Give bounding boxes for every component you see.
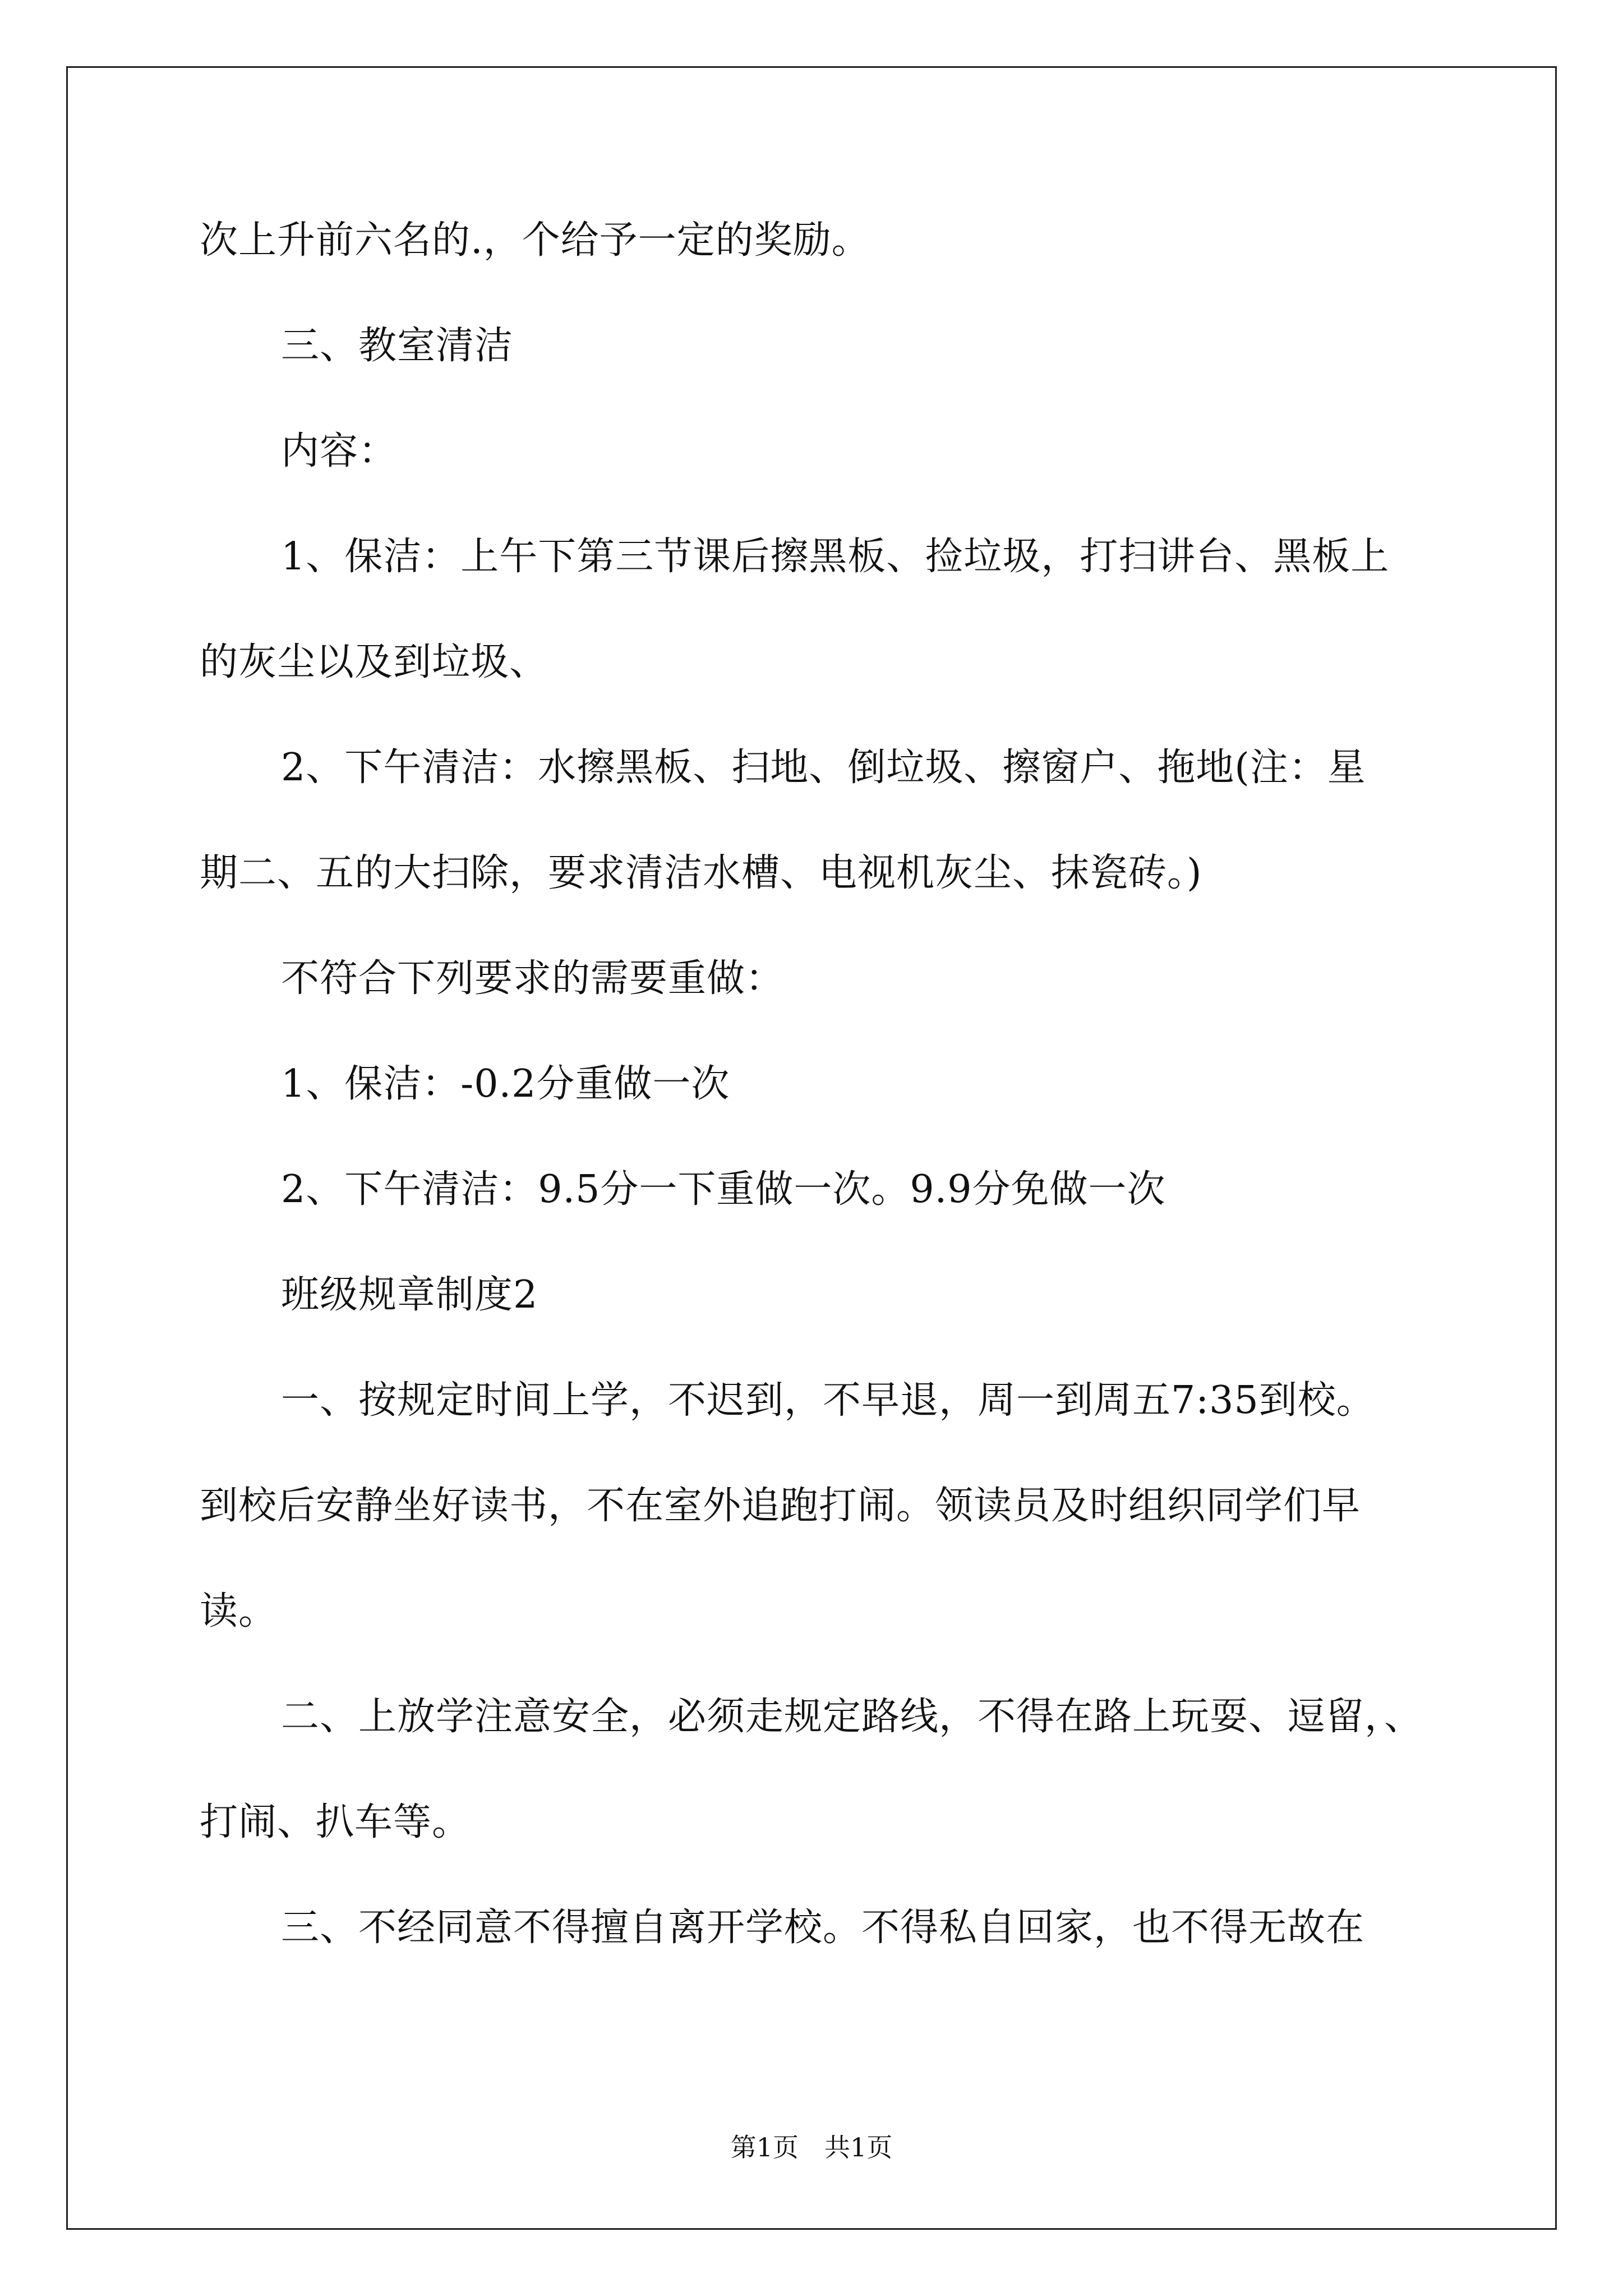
body-line: 到校后安静坐好读书，不在室外追跑打闹。领读员及时组织同学们早 (200, 1484, 1361, 1528)
body-line: 打闹、扒车等。 (200, 1800, 471, 1844)
section-heading: 三、教室清洁 (281, 324, 514, 368)
body-line: 2、下午清洁：9.5分一下重做一次。9.9分免做一次 (281, 1167, 1166, 1212)
body-line: 期二、五的大扫除，要求清洁水槽、电视机灰尘、抹瓷砖。) (200, 851, 1202, 895)
body-line: 1、保洁：上午下第三节课后擦黑板、捡垃圾，打扫讲台、黑板上 (281, 535, 1390, 579)
body-line: 次上升前六名的.，个给予一定的奖励。 (200, 218, 870, 263)
body-line: 内容： (281, 429, 398, 473)
body-line: 的灰尘以及到垃圾、 (200, 640, 548, 684)
body-line: 不符合下列要求的需要重做： (281, 956, 785, 1001)
body-line: 二、上放学注意安全，必须走规定路线，不得在路上玩耍、逗留，、 (281, 1695, 1423, 1739)
body-line: 2、下午清洁：水擦黑板、扫地、倒垃圾、擦窗户、拖地(注：星 (281, 746, 1366, 790)
page-footer: 第1页 共1页 (730, 2132, 893, 2162)
body-line: 1、保洁：-0.2分重做一次 (281, 1062, 730, 1106)
section-heading: 班级规章制度2 (281, 1273, 538, 1317)
body-line: 三、不经同意不得擅自离开学校。不得私自回家，也不得无故在 (281, 1906, 1365, 1950)
body-line: 一、按规定时间上学，不迟到，不早退，周一到周五7:35到校。 (281, 1378, 1375, 1423)
body-line: 读。 (200, 1589, 278, 1634)
